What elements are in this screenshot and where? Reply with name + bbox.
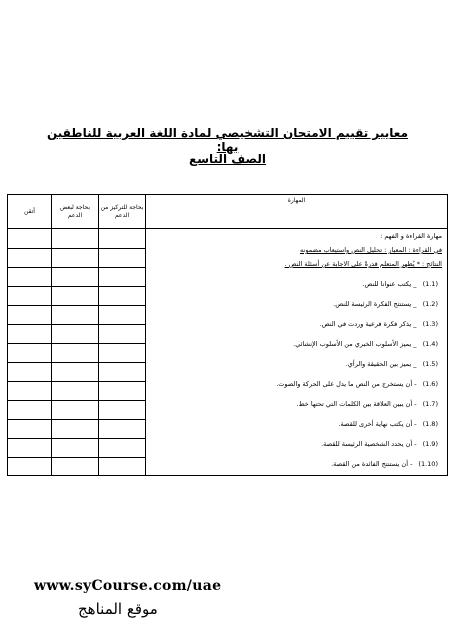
skills-content [146,229,448,476]
list-item: (1.10)- أن يستنتج الفائدة من القصة. [331,460,438,468]
footer-site-name: موقع المناهج [78,600,158,618]
list-item: (1.3)_ يذكر فكرة فرعية وردت في النص. [319,320,438,328]
list-item: (1.2)_ يستنتج الفكرة الرئيسة للنص. [333,300,438,308]
assessment-table [7,194,448,476]
header-proficient: أتقن [8,195,52,229]
grade-subtitle: الصف التاسع [189,152,266,166]
footer-url: www.syCourse.com/uae [34,578,222,594]
page-title: معايير تقييم الامتحان التشخيصي لمادة اللغة العربية للناطقين بها: [46,126,409,154]
items-list [150,277,442,471]
list-item: (1.4)_ يميز الأسلوب الخبري من الأسلوب الإنشائي. [293,340,438,348]
table-cell [52,229,99,249]
header-row [8,195,448,229]
table-row [8,229,448,249]
list-item: (1.6)- أن يستخرج من النص ما يدل على الحركة والصوت. [276,380,438,388]
section-title: مهارة القراءة و الفهم : [380,232,442,240]
list-item: (1.1)_ يكتب عنوانا للنص. [362,280,438,288]
header-needs-focus: بحاجة للتركيز من الدعم [99,195,146,229]
table-cell [99,229,146,249]
list-item: (1.9)- أن يحدد الشخصية الرئيسة للقصة. [321,440,438,448]
table-cell [8,229,52,249]
list-item: (1.7)- أن يبين العلاقة بين الكلمات التي تحتها خط. [296,400,438,408]
criterion-text: في القراءة : المعيار : تحليل النص واستيعاب مضمونه [300,246,442,254]
header-skill: المهارة [146,195,448,229]
header-needs-some: بحاجة لبعض الدعم [52,195,99,229]
list-item: (1.5)_ يميز بين الحقيقة والرأي. [345,360,438,368]
list-item: (1.8)- أن يكتب نهاية أخرى للقصة. [338,420,438,428]
outcome-text: النتائج : * يُظهر المتعلم قدرةً على الاجابة عن أسئلة النص . [284,260,442,268]
